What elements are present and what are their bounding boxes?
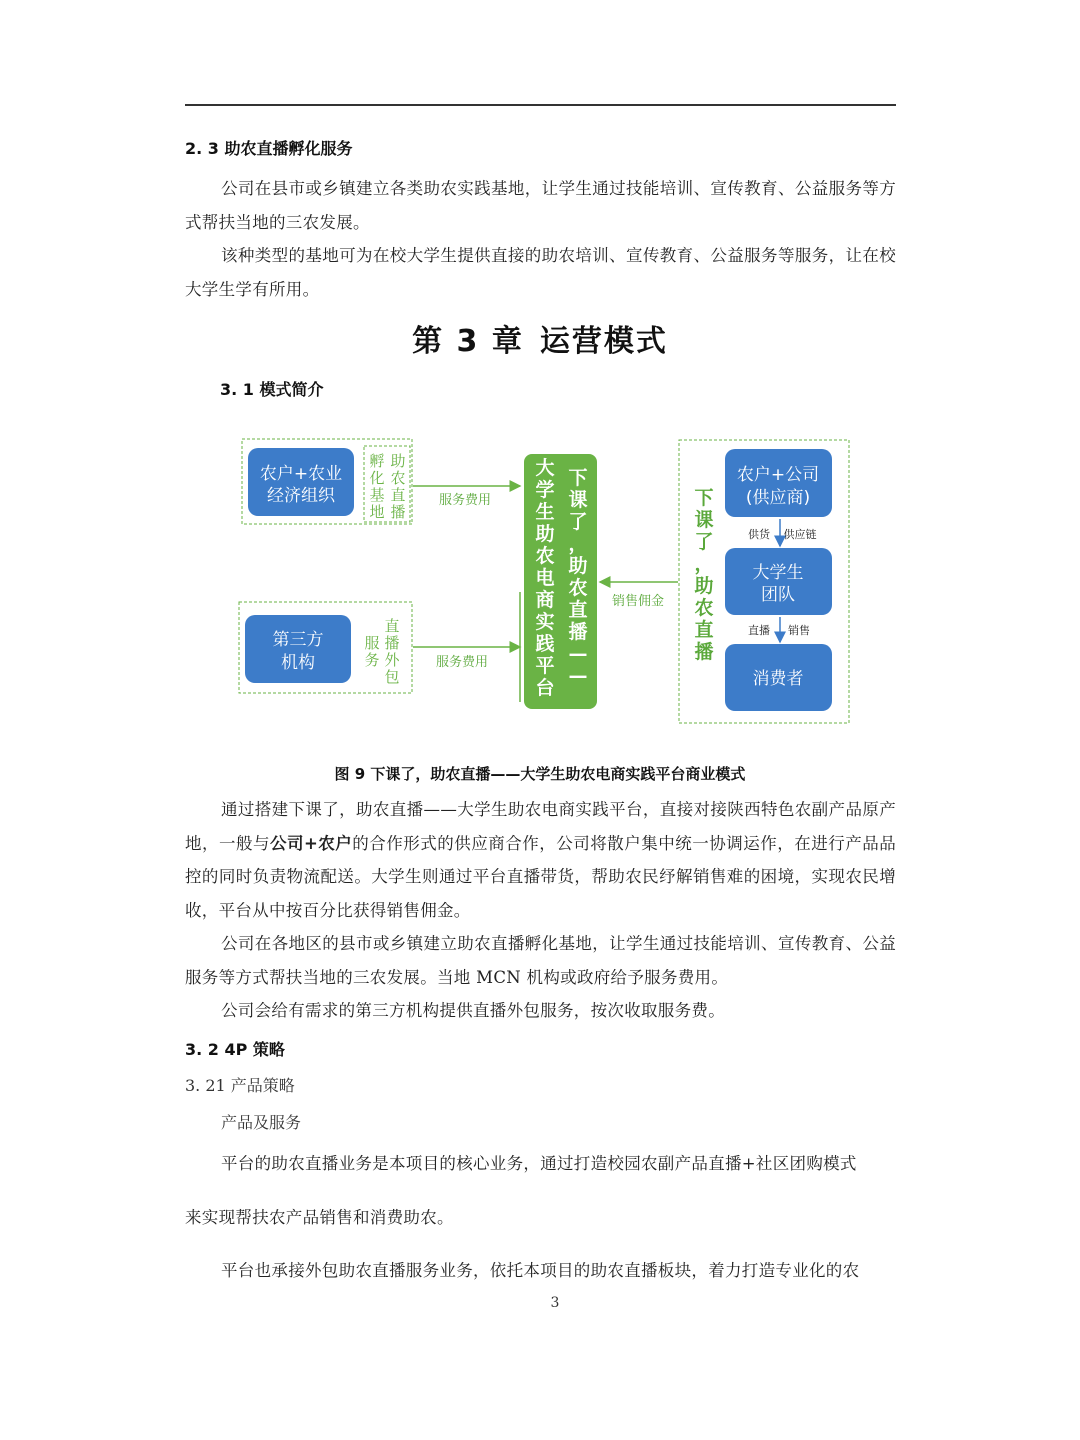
right-title-char: 了: [694, 531, 714, 553]
right-title-char: ，: [694, 553, 714, 575]
body-paragraph-1-start: 通过搭建下课了，助农直播——大学生助农电商实践平台，直接对接陕西特色农副产品原产地，一般与: [185, 800, 896, 853]
chapter-title: [0, 316, 1080, 360]
platform-right-char: 下: [568, 467, 588, 489]
body-paragraph-1-end: 的合作形式的供应商合作，公司将散户集中统一协调运作，在进行产品品控的同时负责物流配送。大学生则通过平台直播带货，帮助农民纾解销售难的困境，实现农民增收，平台从中按百分比获得销售佣金。: [185, 833, 896, 920]
right-title-char: 直: [694, 619, 714, 641]
right-title-char: 下: [694, 487, 714, 509]
livestream-label: 直播: [748, 624, 770, 637]
strategy-paragraph-2: 平台也承接外包助农直播服务业务，依托本项目的助农直播板块，着力打造专业化的农: [221, 1261, 860, 1280]
outsourcing-col-1-b: 播: [384, 634, 400, 652]
page-number: 3: [550, 1295, 560, 1311]
platform-right-char: 农: [568, 577, 588, 599]
platform-left-char: 践: [535, 633, 555, 655]
chapter-number: 第 3 章: [412, 324, 524, 359]
body-paragraph-1: [185, 793, 896, 927]
incubation-col-2-c: 基: [369, 486, 385, 504]
platform-right-char: 助: [568, 555, 588, 577]
platform-left-char: 大: [535, 457, 555, 479]
right-title-char: 课: [694, 509, 714, 531]
right-vertical-title: [694, 487, 713, 663]
platform-left-char: 助: [535, 523, 555, 545]
outsourcing-col-1-d: 包: [384, 668, 400, 686]
platform-right-char: 课: [568, 489, 588, 511]
platform-right-char: ，: [568, 533, 588, 555]
incubation-col-2-d: 地: [369, 503, 385, 521]
strategy-paragraph-1b: 来实现帮扶农产品销售和消费助农。: [185, 1208, 454, 1227]
body-paragraph-1-bold: 公司+农户: [269, 833, 353, 853]
supply-chain-label: 供应链: [783, 528, 817, 541]
platform-left-char: 电: [535, 567, 555, 589]
platform-left-char: 农: [535, 545, 555, 567]
incubation-col-1-a: 助: [390, 452, 406, 470]
consumer-label: 消费者: [752, 669, 804, 689]
section-2-3-heading: 2. 3 助农直播孵化服务: [185, 139, 353, 158]
student-team-line-1: 大学生: [752, 563, 804, 583]
section-3-21-heading: 3. 21 产品策略: [185, 1076, 295, 1095]
section-2-3-paragraph-1: 公司在县市或乡镇建立各类助农实践基地，让学生通过技能培训、宣传教育、公益服务等方式帮扶当地的三农发展。: [185, 179, 896, 232]
platform-left-char: 平: [535, 655, 555, 677]
left-top-arrow-label: 服务费用: [438, 493, 492, 508]
figure-caption: 图 9 下课了，助农直播——大学生助农电商实践平台商业模式: [334, 765, 746, 783]
section-3-1-heading: 3. 1 模式简介: [220, 380, 324, 399]
student-team-line-2: 团队: [761, 585, 795, 605]
section-2-3-paragraph-2: 该种类型的基地可为在校大学生提供直接的助农培训、宣传教育、公益服务等服务，让在校大学生学有所用。: [185, 246, 896, 299]
products-services-label: 产品及服务: [221, 1113, 302, 1132]
platform-right-char: 播: [568, 621, 588, 643]
platform-text-left: [535, 456, 554, 699]
incubation-col-2-b: 化: [369, 469, 385, 487]
business-model-diagram: [230, 432, 855, 728]
supplier-line-2: (供应商): [745, 488, 811, 508]
strategy-paragraph-1a: 平台的助农直播业务是本项目的核心业务，通过打造校园农副产品直播+社区团购模式: [221, 1154, 857, 1173]
incubation-col-1-b: 农: [390, 469, 406, 487]
section-3-2-heading: 3. 2 4P 策略: [185, 1040, 285, 1059]
incubation-col-1-d: 播: [390, 503, 406, 521]
supplier-line-1: 农户+公司: [736, 465, 820, 485]
platform-text-right: [568, 467, 587, 687]
platform-left-char: 生: [535, 501, 555, 523]
outsourcing-col-1-c: 外: [384, 651, 400, 669]
third-party-line-1: 第三方: [272, 630, 324, 650]
supply-label: 供货: [748, 528, 770, 541]
outsourcing-col-2-a: 服: [364, 634, 380, 652]
right-title-char: 农: [694, 597, 714, 619]
platform-right-char: —: [568, 643, 588, 665]
third-party-line-2: 机构: [281, 653, 315, 673]
outsourcing-col-2-b: 务: [364, 651, 380, 669]
platform-left-char: 商: [535, 589, 555, 611]
outsourcing-col-1-a: 直: [384, 617, 400, 635]
body-paragraph-2: 公司在各地区的县市或乡镇建立助农直播孵化基地，让学生通过技能培训、宣传教育、公益服务等方式帮扶当地的三农发展。当地 MCN 机构或政府给予服务费用。: [185, 934, 896, 987]
incubation-col-1-c: 直: [390, 486, 406, 504]
platform-left-char: 学: [535, 479, 555, 501]
incubation-col-2-a: 孵: [369, 452, 385, 470]
left-bottom-arrow-label: 服务费用: [435, 655, 489, 670]
right-title-char: 播: [694, 641, 714, 663]
commission-arrow-label: 销售佣金: [611, 594, 665, 609]
platform-left-char: 实: [535, 611, 555, 633]
sales-label: 销售: [788, 624, 810, 637]
farmer-org-line-2: 经济组织: [267, 486, 335, 506]
right-title-char: 助: [694, 575, 714, 597]
header-rule: [185, 104, 896, 106]
farmer-org-line-1: 农户+农业: [259, 464, 343, 484]
chapter-name: 运营模式: [539, 324, 668, 359]
platform-right-char: 直: [568, 599, 588, 621]
platform-right-char: —: [568, 665, 588, 687]
platform-right-char: 了: [568, 511, 588, 533]
platform-left-char: 台: [535, 677, 555, 699]
body-paragraph-3: 公司会给有需求的第三方机构提供直播外包服务，按次收取服务费。: [221, 1001, 725, 1020]
